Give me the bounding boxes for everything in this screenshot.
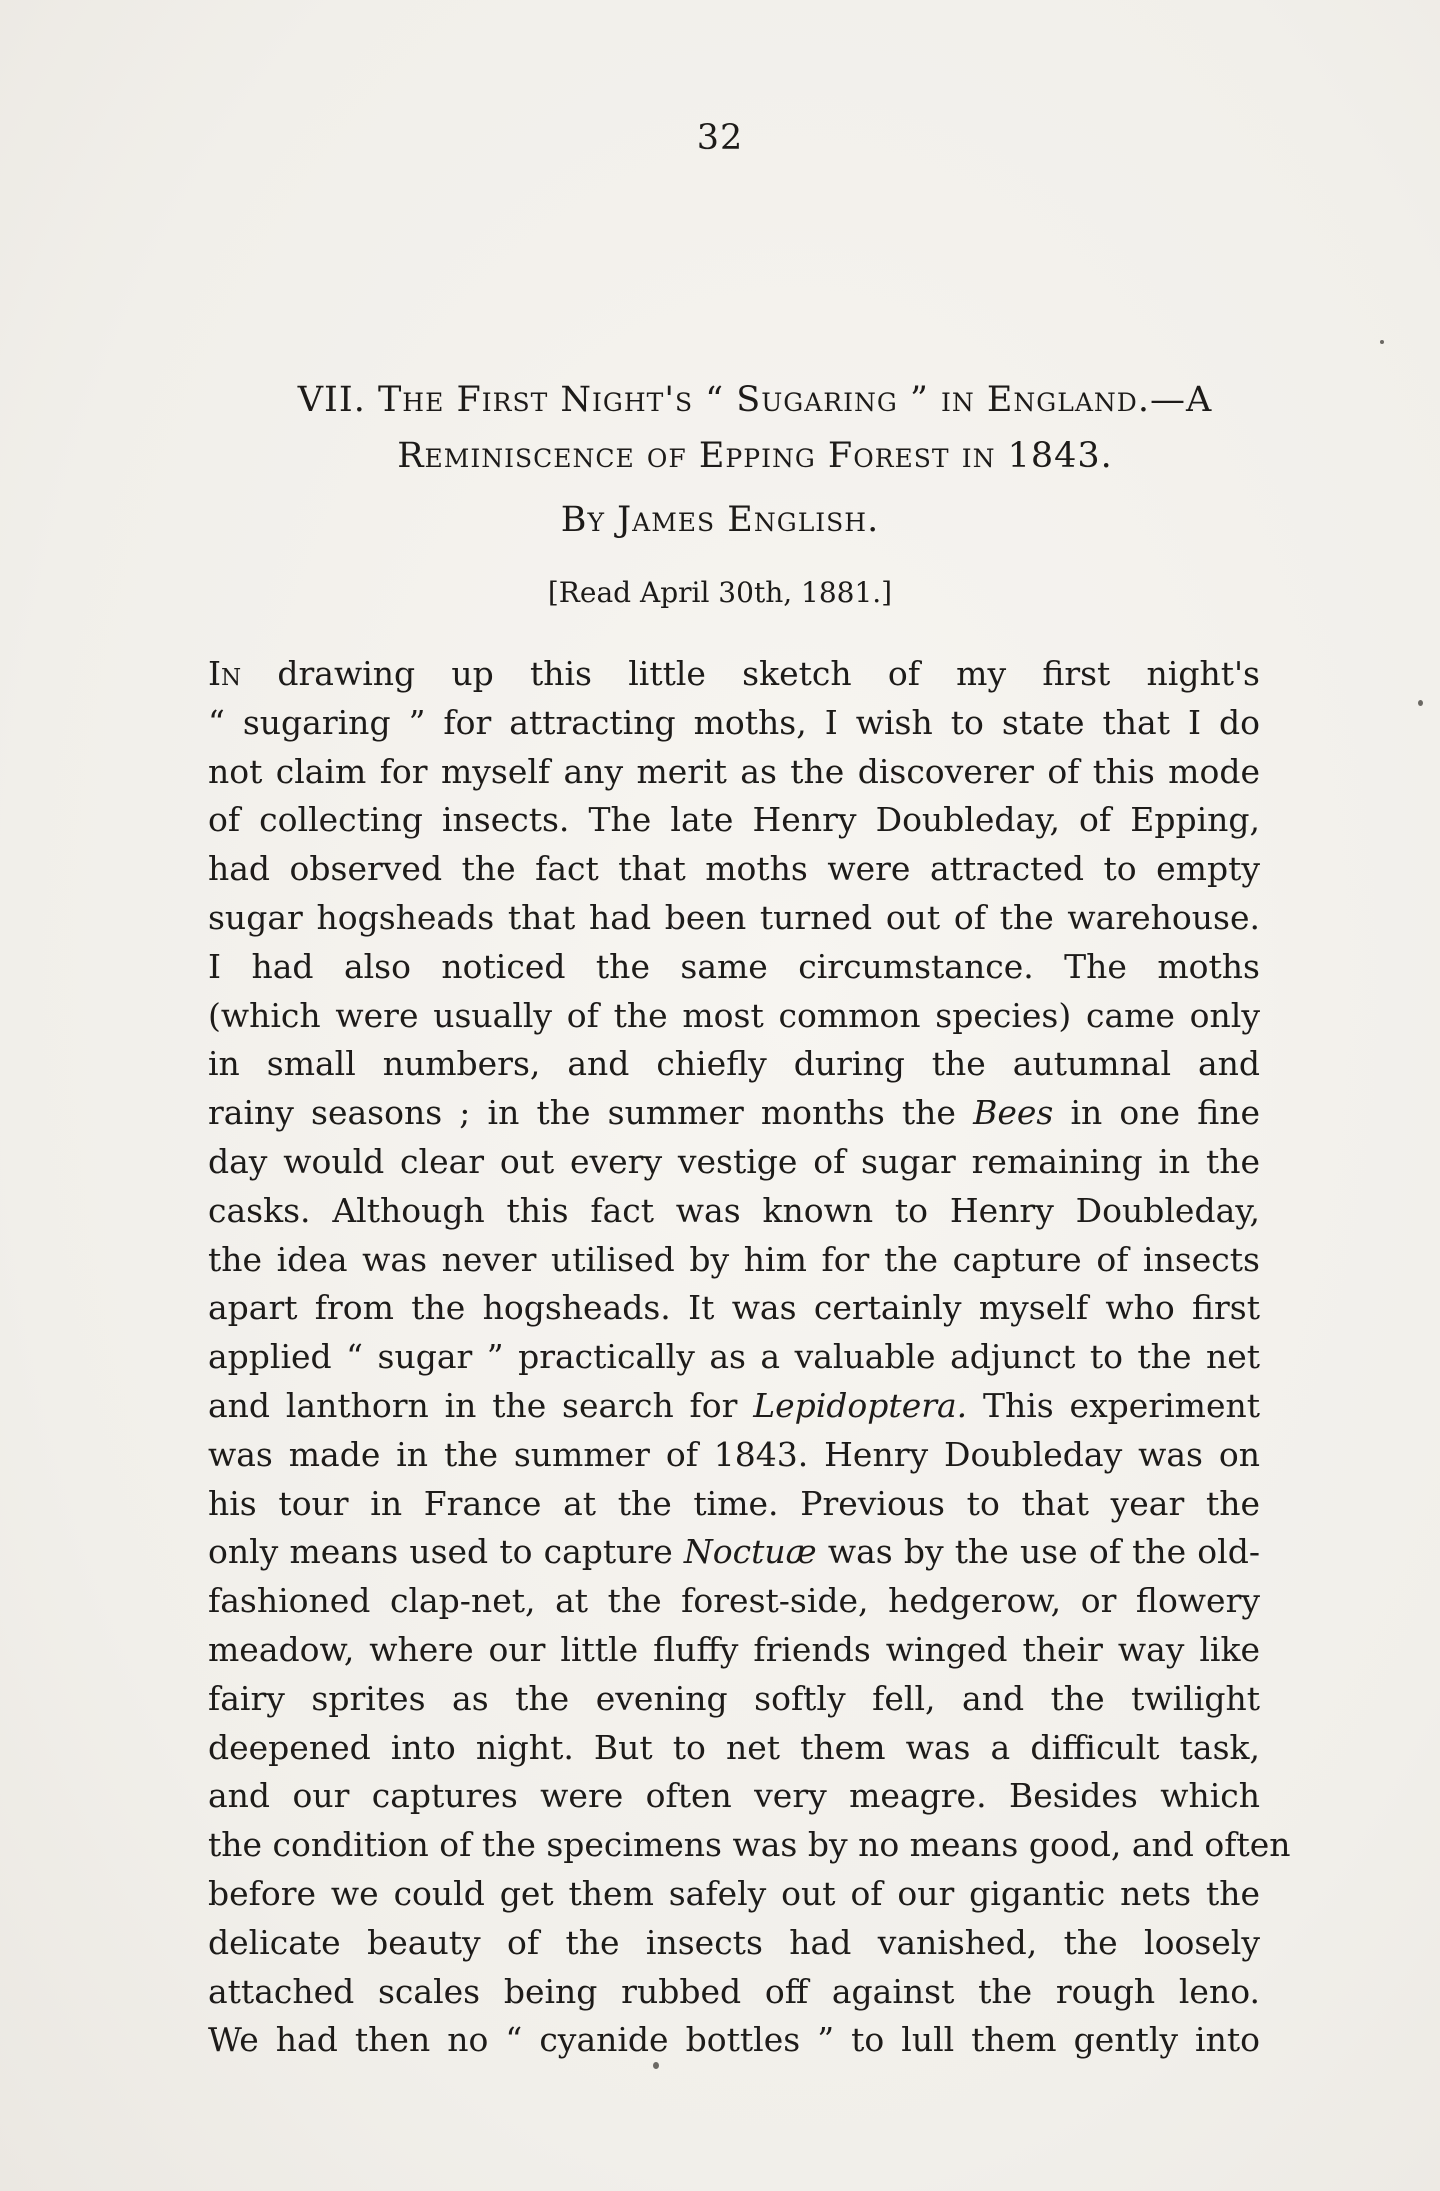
article-title — [250, 372, 1260, 484]
italic-term: Lepidoptera. — [753, 1385, 968, 1425]
title-line-2: Reminiscence of Epping Forest in 1843. — [397, 436, 1113, 476]
body-line: “ sugaring ” for attracting moths, I wish to state that I do — [208, 702, 1260, 742]
body-line: only means used to capture Noctuæ was by the use of the old- — [208, 1532, 1260, 1572]
italic-term: Bees — [973, 1093, 1054, 1133]
body-line: in small numbers, and chiefly during the autumnal and — [208, 1044, 1260, 1084]
body-line: (which were usually of the most common species) came only — [208, 995, 1260, 1035]
body-line: delicate beauty of the insects had vanished, the loosely — [208, 1922, 1260, 1962]
body-line: day would clear out every vestige of sugar remaining in the — [208, 1141, 1260, 1181]
body-line: not claim for myself any merit as the discoverer of this mode — [208, 751, 1260, 791]
drop-cap: In — [208, 654, 242, 693]
body-line: In drawing up this little sketch of my first night's — [208, 654, 1260, 693]
body-line: and our captures were often very meagre. Besides which — [208, 1776, 1260, 1816]
body-line: the condition of the specimens was by no means good, and often — [208, 1825, 1291, 1865]
ink-speck — [1418, 700, 1423, 706]
italic-term: Noctuæ — [683, 1532, 817, 1572]
body-line: apart from the hogsheads. It was certainly myself who first — [208, 1288, 1260, 1328]
body-line: before we could get them safely out of our gigantic nets the — [208, 1873, 1260, 1913]
ink-speck — [1380, 340, 1384, 344]
body-line: was made in the summer of 1843. Henry Doubleday was on — [208, 1434, 1260, 1474]
body-line: fairy sprites as the evening softly fell, and the twilight — [208, 1678, 1260, 1718]
body-line: fashioned clap-net, at the forest-side, hedgerow, or flowery — [208, 1581, 1260, 1621]
page-number: 32 — [696, 118, 744, 158]
article-body — [208, 650, 1291, 2065]
body-line: his tour in France at the time. Previous to that year the — [208, 1483, 1260, 1523]
body-line: applied “ sugar ” practically as a valuable adjunct to the net — [208, 1337, 1260, 1377]
read-date-note: [Read April 30th, 1881.] — [547, 576, 893, 609]
body-line: attached scales being rubbed off against the rough leno. — [208, 1971, 1260, 2011]
body-line: of collecting insects. The late Henry Doubleday, of Epping, — [208, 800, 1260, 840]
body-line: deepened into night. But to net them was a difficult task, — [208, 1727, 1260, 1767]
body-line: We had then no “ cyanide bottles ” to lull them gently into — [208, 2020, 1260, 2060]
body-line: had observed the fact that moths were attracted to empty — [208, 849, 1260, 889]
author-byline: By James English. — [560, 500, 880, 540]
body-line: the idea was never utilised by him for the capture of insects — [208, 1239, 1260, 1279]
title-line-1: VII. The First Night's “ Sugaring ” in England.—A — [297, 380, 1213, 420]
body-line: casks. Although this fact was known to Henry Doubleday, — [208, 1190, 1260, 1230]
body-line: rainy seasons ; in the summer months the Bees in one fine — [208, 1093, 1260, 1133]
body-line: and lanthorn in the search for Lepidoptera. This experiment — [208, 1385, 1260, 1425]
body-line: I had also noticed the same circumstance. The moths — [208, 946, 1260, 986]
body-line: sugar hogsheads that had been turned out of the warehouse. — [208, 897, 1260, 937]
ink-speck — [653, 2062, 659, 2069]
body-line: meadow, where our little fluffy friends winged their way like — [208, 1629, 1260, 1669]
